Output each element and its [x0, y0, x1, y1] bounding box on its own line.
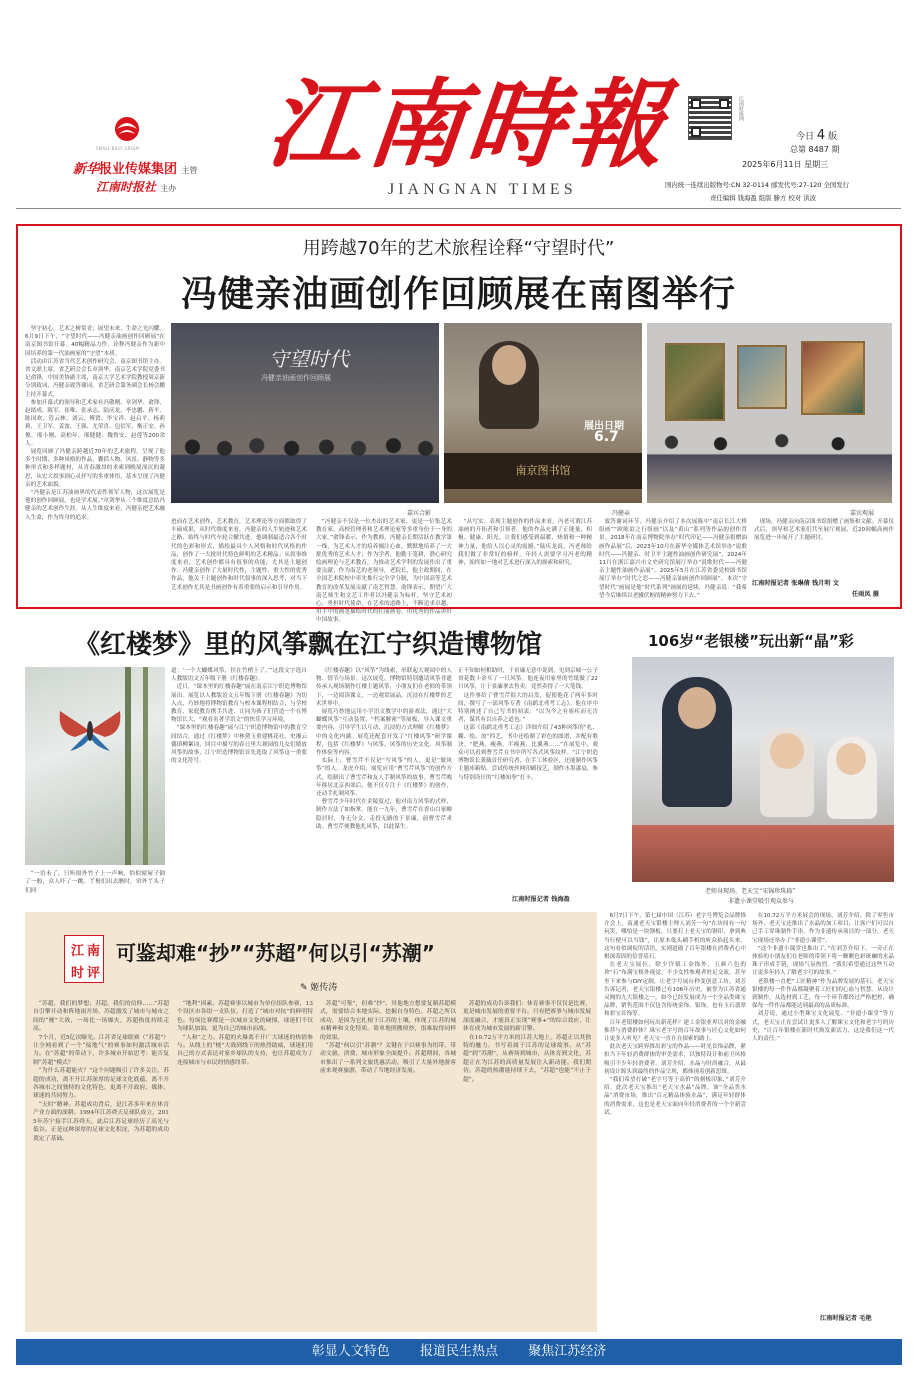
- footer-slogan: 彰显人文特色: [311, 1344, 390, 1359]
- lead-paragraph: 坚守初心，艺术之树常青；展望未来，生命之光闪耀。6月9日下午，“守望时代——冯健亲油画创作回顾展”在南京图书馆开幕。40幅精品力作，诠释冯健亲作为新中国培养的第一代油画家的“守望”本质。: [25, 326, 165, 357]
- painting-shape: [737, 345, 787, 409]
- story2-photo: [25, 667, 165, 865]
- group-role: 主管: [181, 166, 198, 175]
- story3-paragraph: 百年老银楼如何玩出新花样？建工金银业界以对的金融推荐与消费群体？珠宝老字号的百年故事与匠心文化如何让更多人听见？老天宝一直在在探索的路上。: [604, 1019, 746, 1043]
- column-char: 评: [87, 966, 101, 981]
- speaker-face: [492, 345, 526, 385]
- story3-paragraph: 6月7日下午，第七届中国（江苏）老字号博览会品牌推介会上，南通老天宝银楼主理人刘芳一句“在坊间有一句玩笑，哪怕是一块钢板，只要打上老天宝的钢印，拿到典当行便可以当钱”，让原本低头刷手机的听众抬起头来。这句看似调侃的话语，实则道破了百年银楼在消费者心中根深蒂固的信誉基石。: [604, 913, 746, 961]
- lead-col-4: [458, 518, 592, 602]
- story2-paragraph: 这部《南鹞北鸢考工志》详细介绍了43种风筝的“扎、糊、绘、放”四艺，书中还绘制了彩色的图谱，并配有歌诀。“肥燕、瘦燕、半瘦燕、比翼燕……”在展览中，观众可以看到曹雪芹在书中所写各式风筝纹样。“江宁织造博物馆长龚薇首任研究者，在手工体验区，还能制作风筝主题冰箱贴，尝试传统丝网印刷技艺，制作水墨漆扇，参与特别设计的“红楼知拳”打卡。: [458, 725, 598, 781]
- lead-paragraph: 活动由江苏省当代艺术创作研究会、南京图书馆主办。省文联主席，省艺研会会长章剑华，南京艺术学院党委书记俞锋，中国美协副主席，南京大学艺术学院教授周京新分别致词，冯健亲致答谢词。省艺研会第务副会长杨会鹏主持开幕式。: [25, 358, 165, 398]
- issue-number: 总第 8487 期: [790, 145, 840, 154]
- lead-paragraph: “冯健亲不仅是一位杰出的艺术家，更是一位集艺术教育家、高校管理者和艺术理论家等多重身份于一身的大家。”俞锋表示，作为教师，冯健亲长期活跃在教学第一线，为艺术人才的培养倾注心血，默默地培养了一大批优秀的艺术人才；作为学者，他勤于笔耕，潜心研究绘画理论与艺术教育，为推动艺术学科的发展作出了重要贡献；作为南艺的老领导，老院长，他主政期间，在全国艺术院校中率先推行完全学分制，为中国高等艺术教育的改革发展贡献了南艺智慧。俞锋表示，期望广大南艺师生和文艺工作者以冯健亲为标杆，坚守艺术初心，勇担时代使命，在艺术的道路上，不断追求卓越，用手中的画笔描绘时代的壮丽画卷，用优秀的作品讲好中国故事。: [316, 519, 452, 624]
- story2-col-3: [458, 667, 598, 891]
- lead-col-2: [171, 518, 307, 602]
- photo2-date: 6.7: [594, 429, 619, 445]
- pen-icon: ✎: [300, 983, 311, 993]
- painting-shape: [665, 343, 725, 421]
- today-pages-number: 4: [816, 128, 826, 143]
- story3-col-2: [752, 912, 894, 1308]
- lead-paragraph: 致答谢词环节，冯健亲介绍了本次展陈中“南京长江大桥组画”“欧陈谊之行组画”以及“黄山”系列等作品的创作背景。2018年在南京博物院举办“时代印记——冯健亲捐赠油画作品展”后，2023年10月在新华全媒体艺术馆举办“说歌时代——冯健亲、时卫平主题性油画创作研究展”，2024年11月在浙江嘉兴市文史研究馆展厅举办“说歌时代——冯健亲主题性油画作品展”，2025年5月在江苏省委党校图书馆展厅举办“时代之恋——冯健亲油画创作回顾展”。本次“守望时代”画展是他“时代系列”画展的延续，冯健亲说：“我希望今后继续以老骥伏枥的精神努力下去。”: [599, 519, 747, 599]
- story4-col-2: [177, 1000, 313, 1326]
- story3-headline: 106岁“老银楼”玩出新“晶”彩: [648, 632, 854, 650]
- lead-paragraph: 参加开幕式的领导和艺术家有冯敬刚、章剑华、俞锋、赵绪成、陈军、崔唯、张承志、陆庆龙、李忠鹏、蒋平、陈国欢、管云林、刘云、傅贤、毕宝祥、赵启平、杨莉莉、王卫军、姜波、王强、尤荣喜、包信军、衡正安、孙俊、邢小刚、高柏年、邢健健、魏鲁安、赵莲等200余人。: [25, 399, 165, 447]
- column-char: 时: [71, 966, 85, 981]
- story2-col-2: [316, 667, 452, 903]
- top-logo-caption: SMALL BILLY GROUP: [96, 146, 140, 151]
- story3-paragraph: “这个非遗小课堂也推出了。”在刘芳介绍下，一旁正在体验的小朋友们在老师的带领下将一颗颗色彩斑斓的水晶珠子串成手链，现场气氛热烈。“我们希望通过这些互动让更多年轻人了解老字号的故事。”: [752, 945, 894, 977]
- story3-paragraph: “我们希望打破“老字号等于高价”的刻板印象，”刘芳介绍，此次老天宝推出“老天宝水晶”品牌，该“全品类水晶”消费市场，推出“百元精品体验水晶”，满足年轻群体的消费需求，这也是老天宝面向年轻消费者的一个全新尝试。: [604, 1077, 746, 1116]
- lead-col-6: [754, 518, 894, 578]
- story2-paragraph: 展览巧妙地运用小学语文教学中的游戏法，通过“大蝴蝶风筝”互动装置、“档案解密”等展板，导入课文重要内容，引导学生以互动、沉浸的方式理解《红楼梦》中的文化内涵。展览还配套开发了“红楼风筝”研学课程，包括《红楼梦》与风筝、风筝的历史文化、风筝制作体验等内容。: [316, 709, 452, 757]
- story3-col-1: [604, 912, 746, 1320]
- story4-paragraph: “为什么苏超能火？”这个问题吸引了许多关注。苏超的成功，离不开江苏深厚的足球文化底蕴，离不开各城市之间独特的文化特色，更离不开政府、媒体、球迷的共同努力。: [33, 1068, 169, 1100]
- footer-slogan: 聚焦江苏经济: [528, 1344, 607, 1359]
- story3-photo: [632, 657, 894, 882]
- group-logo-text: 报业传媒集团: [99, 162, 178, 177]
- child-face: [770, 733, 804, 769]
- lead-headline: 冯健亲油画创作回顾展在南图举行: [180, 274, 736, 315]
- cn-number: 国内统一连续出版物号:CN 32-0114 邮发代号:27-120 全国发行: [665, 181, 850, 189]
- story4-author: [300, 980, 337, 993]
- painting-shape: [801, 341, 865, 415]
- lead-col-3: [316, 518, 452, 624]
- column-char: 南: [87, 944, 101, 959]
- kite-icon: [55, 707, 125, 755]
- photo2-credit: 冯健亲: [612, 510, 631, 517]
- story3-photo-caption-1: 老师身现场，老天宝“宋锦珍珠扁”: [705, 888, 796, 895]
- story4-col-4: [463, 1000, 591, 1326]
- group-name: [73, 158, 198, 177]
- story2-paragraph: 这件事给了曹雪芹很大的启发，促使他花了两年多时间，撰写了一部风筝专著《南鹞北鸢考工志》。他在序中特别阐述了自己写书的初衷：“以为今之有废疾而无告者，谋其有以自养之道也。”: [458, 692, 598, 724]
- story4-headline: 可鉴却难“抄”“苏超”何以引“苏潮”: [116, 941, 435, 965]
- story2-col-1: [171, 667, 307, 903]
- crowd-shape: [171, 433, 439, 503]
- story4-paragraph: “地利”因素。苏超赛事以城市为单位组队参赛，13个设区市各组一支队伍，打造了“城市对抗”的鲜明特色。每场比赛都是一次城市文化的碰撞，球迷们不仅为球队加油，更为自己的城市而战。: [177, 1001, 313, 1033]
- today-pages: [796, 128, 837, 143]
- lead-paragraph: “冯健亲是江苏油画界的代表性领军人物，这次展览是他的创作回顾展，也是学术展。”章剑华从三个维度总结冯健亲的艺术创作生涯。从人生维度来看，冯健亲把艺术融入生命，作为终身的追求。: [25, 490, 165, 521]
- lead-paragraph: 现场，冯健亲向南京图书馆捐赠了画集和文献。开幕仪式后，领导和艺术家们共至展厅观展，近20间幅高画作展览进一步展开了主题研讨。: [754, 519, 894, 542]
- author-name: 姬传涛: [310, 983, 338, 993]
- publisher: 江南时报社: [96, 180, 157, 194]
- lead-photo-speaker: [444, 323, 642, 503]
- photo1-title: 守望时代: [269, 347, 349, 371]
- bamboo-shape: [143, 667, 148, 865]
- podium-banner: 南京图书馆: [444, 453, 642, 489]
- story2-paragraph: 《红楼春趣》以“风筝”为线索，串联起大观园中的人物、情节与场景。这次展览，博物馆特别邀请风筝非遗传承人现场制作红楼主题风筝，小朋友们在老师的带领下，一边阅读课文，一边观赏展品，沉浸在红楼梦的艺术世界中。: [316, 668, 452, 707]
- lead-byline-2: 任雨凤 摄: [852, 591, 879, 598]
- story4-paragraph: “人和”之力。苏超的火爆离不开广大球迷的热情参与。从线上的“梗”大战到线下的热烈助威，球迷们用自己的方式表达对家乡球队的支持，也让苏超成为了连接城市与市民的情感纽带。: [177, 1034, 313, 1066]
- bamboo-shape: [125, 667, 131, 865]
- photo3-credit: 嘉宾观展: [850, 510, 875, 517]
- masthead-divider: [16, 208, 901, 209]
- story4-paragraph: “天时”精神。苏超成功背后，是江苏多年来在体育产业方面的深耕。1994年江苏舜天足球队成立，2015年苏宁接手江苏舜天，此后江苏足球经历了高光与低谷。正是这种深厚的足球文化积淀，为苏超的成功奠定了基础。: [33, 1101, 169, 1142]
- photo2-overlay: 展出日期: [584, 421, 624, 432]
- column-char: 江: [71, 944, 85, 959]
- story4-paragraph: 苏超的成功告诉我们：体育赛事不仅仅是比赛，更是城市发展的重要平台。只有把赛事与城市发展深度融合，才能真正实现“赛事+”的综合效应，让体育成为城市发展的新引擎。: [463, 1001, 591, 1033]
- story4-paragraph: “苏超”何以引“苏潮”？关键在于以赛事为纽带，带动文旅、消费、城市形象全面提升。苏超期间，各城市推出了一系列文旅优惠活动，吸引了大量外地游客前来观赛旅游，带动了当地经济发展。: [320, 1043, 456, 1075]
- photo1-sub: 冯健亲油画创作回顾展: [261, 374, 331, 382]
- publisher-name: [96, 178, 176, 195]
- story2-byline: 江南时报记者 钱海盈: [512, 896, 570, 903]
- page-unit: 版: [828, 132, 838, 142]
- story2-paragraph: 实际上，曹雪芹不仅是“写风筝”的人，更是“做风筝”的人。龙虎介绍，展览应用“曹雪芹风筝”的创作方式，绘制出了曹雪芹和友人手制风筝的故事。曹雪芹晚年移居北京西郊后，他不仅专注于《红楼梦》的创作，还动手扎制风筝。: [316, 758, 452, 798]
- lead-paragraph: 进而在艺术创作，艺术教育，艺术理论等方面都取得了丰硕成果，从时代维度来看，冯健亲的人生轨迹和艺术之路，始终与时代车轮合辙共进，他调制最适合各个时代的色彩和形式，描绘最具个人风格和时代风格的作品，创作了一大批时代特色鲜明的艺术精品；从叙事维度来看，艺术创作都具有叙事的功能，尤其是主题创作。冯健亲创作了大量时代性，主题性，重大性的优秀作品，他关于主题创作和时代叙事的深入思考，对当下艺术创作尤其是书画创作有着重要的启示和引导作用。: [171, 519, 307, 591]
- table-shape: [632, 825, 894, 882]
- qr-caption: 江南时报网: [738, 96, 744, 121]
- story2-paragraph: 正不知如何相助时，于景廉无意中说到，见到京城一公子哥花数十金买了一只风筝。他连夜用家里的竹纸做了22只风筝，让于景廉拿去售卖，竟然卖得了一大笔钱。: [458, 668, 598, 691]
- lead-paragraph: “从写实、表现主题创作的作品来看，冯老可谓江苏油画的开拓者和引领者。他的作品充满了正能量，积极、健康、阳光，让我们感受到温暖、热情和一种精神力量，他给人以心灵的震撼。”陆庆龙说，冯老师给我们做了非常好的榜样，年轻人需要学习冯老的精神，始终如一地对艺术进行深入的探索和研究。: [458, 519, 592, 567]
- story3-photo-caption-2: 非遗小课堂吸引观众参与: [728, 898, 795, 905]
- lead-col-1: [25, 325, 165, 601]
- masthead-title: 江南時報: [262, 68, 674, 181]
- story4-col-1: [33, 1000, 169, 1326]
- photo1-credit: 嘉宾合影: [407, 510, 432, 517]
- story2-photo-caption: “一语未了，只听窗外竹子上一声响，恰似窗屉子倒了一般，众人吓了一跳。丫鬟们出去瞧时，帘外丫头子们回: [25, 871, 165, 894]
- story2-paragraph: 曹雪芹少年时代在金陵度过，他对南方风筝的式样，制作方法了如指掌。能在一九年，曹雪芹在香山白家疃隐居时，身无分文，走投无路的于景廉，前曹雪芹求助。曹雪芹便教他扎风筝，以此谋生。: [316, 799, 452, 830]
- lead-kicker: 用跨越70年的艺术旅程诠释“守望时代”: [302, 238, 615, 259]
- lead-paragraph: 展览回顾了冯健亲跨越近70年的艺术旅程，呈现了他多个时期、多种风格的作品，囊括人物、风景、静物等多种形式和多样题材，从青春激昂的求索到晚境深沉的凝思，从宏大叙事到心灵抒写的多重体悟，基本呈现了冯健亲的艺术面貌。: [25, 449, 165, 488]
- adult-face: [678, 687, 716, 729]
- lead-photo-exhibit: [647, 323, 892, 503]
- lead-photo-group: [171, 323, 439, 503]
- story3-paragraph: 在老天宝展位，除少许镇工金饰外，五颜六色的珍“石”布满宝格外视觉。不少女性参观者驻足交流，甚至坐下来参与DIY定制，让老字号展台秒变创意工坊。刘芳告诉记者，老天宝银楼已有106年历史，被誉为江苏省通灵阁的九大银楼之一。如今已经发展成为一个全品类珠宝品牌，销售范围不仅包含传统金饰、银饰，也有玉石翡翠和彩宝首饰等。: [604, 962, 746, 1018]
- story2-paragraph: 近日，“课本里的红楼春趣”展在南京江宁织造博物馆展出。展览以人教版语文五年级下册《红楼春趣》为切入点，巧妙地将博物馆教育与校本课程相结合，与学校教育、家庭教育携手共进，让同为孩子们营造一个在博物馆长大、“观看名著学语文”的快乐学习环境。: [171, 684, 307, 724]
- story3-byline: 江南时报记者 毛艳: [820, 1315, 872, 1322]
- story3-paragraph: 刘芳说，通过小型珠宝文化展览、“非遗小课堂”等方式，老天宝正在尝试让更多人了解珠宝文化和老字号的历史，“让百年银楼在新时代焕发新活力，这是我们这一代人的责任。”: [752, 1011, 894, 1043]
- lead-byline: 江南时报记者 张琳倩 钱月明 文: [752, 580, 839, 587]
- visitors-shape: [647, 427, 892, 503]
- today-label: 今日: [796, 132, 815, 142]
- story2-paragraph: 道：‘一个大蝴蝶风筝，挂在竹梢上了。’”这段文字选自人教版语文五年级下册《红楼春趣》。: [171, 668, 307, 683]
- masthead-subtitle: JIANGNAN TIMES: [388, 181, 577, 198]
- qr-code-icon: [688, 96, 732, 140]
- footer-slogan: 报道民生热点: [419, 1344, 498, 1359]
- story2-headline: 《红楼梦》里的风筝飘在江宁织造博物馆: [74, 630, 543, 660]
- lead-col-5: [599, 518, 747, 602]
- story3-paragraph: 老银楼一直把“工匠精神”作为品牌发展的基石。老天宝银楼的每一件作品都凝聚着工匠们的心血与智慧。从设计到制作，从选材到工艺，每一个环节都经过严格把控，确保每一件作品都能达到最高的品质标准。: [752, 978, 894, 1010]
- publisher-role: 主办: [160, 184, 177, 193]
- story3-paragraph: 在10.72万平方米展会的现场，刘芳介绍，除了零售市场外，老天宝还推出了水晶的加工项目，让客户们可以自己手工穿珠制作手串。作为非遗传承项目的一部分，老天宝现场还举办了“非遗小课堂”。: [752, 913, 894, 944]
- story4-paragraph: 7个月，近5亿次曝光。江苏省足球联赛（“苏超”）让全网看到了一个“接地气”的赛事如何激活城市活力。在“苏超”的带动下，许多城市开始思考：能否复制“苏超”模式？: [33, 1034, 169, 1066]
- issue-date: 2025年6月11日 星期三: [742, 160, 829, 169]
- editors-line: 责任编辑 钱海盈 组版 滕方 校对 洪波: [710, 194, 817, 202]
- story3-paragraph: 此次老天宝跨界推出彩宝的作品——时光首饰品牌，紧扣当下年轻消费群体的审美需求，以独特设计和前卫风格吸引不少年轻消费者。刘芳介绍，水晶与时尚融合，从最初设计源头到最终的作品呈现，都体现着创新思维。: [604, 1044, 746, 1075]
- group-logo-icon: [110, 114, 144, 144]
- story4-paragraph: 苏超“可鉴”，但难“抄”。其他地方想要复制苏超模式，需要结合本地实际，挖掘自身特色。苏超之所以成功，是因为它扎根于江苏的土壤，体现了江苏的城市精神和文化特质。简单地照搬照抄，很难取得同样的效果。: [320, 1001, 456, 1041]
- story4-paragraph: “苏超，我们的梦想；苏超，我们的信仰……”苏超自引擎开动和阵地雨开场，苏超激发了城市与城市之间的“梗”大战，一场比一场爆火，苏超热度持续走高。: [33, 1001, 169, 1033]
- child-face: [836, 743, 866, 775]
- group-prefix: 新华: [73, 162, 100, 177]
- story4-paragraph: 在10.72万平方米的江苏大地上，苏超正以其独特的魅力，书写着属于江苏的足球故事。从“苏超”到“苏潮”，从赛场到城市，从体育到文化，苏超正在为江苏的高质量发展注入新动能。我们期待，苏超的热潮能持续下去，“苏超”也能“不止于超”。: [463, 1034, 591, 1083]
- comment-column-label: [64, 935, 104, 983]
- story4-col-3: [320, 1000, 456, 1326]
- footer-bar: [16, 1339, 902, 1365]
- story2-paragraph: “课本里的红楼春趣”展与江宁织造博物馆中的教育空间结合，通过《红楼梦》中林黛玉重建桃花社、史湘云偶填柳絮词、回目中描写的春日里大观园的儿女们嬉放风筝的故事，江宁织造博物馆首先选取了风筝这一重要的文化符号。: [171, 725, 307, 765]
